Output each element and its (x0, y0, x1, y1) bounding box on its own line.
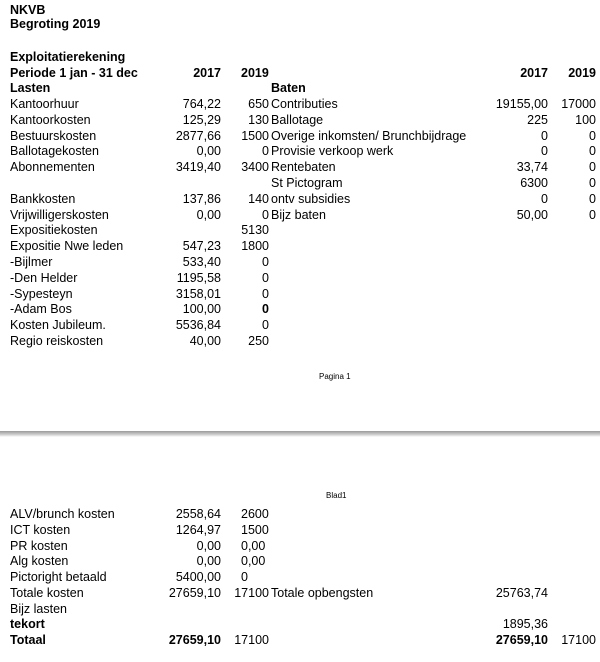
lasten-label: -Adam Bos (10, 302, 72, 317)
cost-2019: 0,00 (241, 538, 266, 553)
cost-2019: 0,00 (241, 554, 266, 569)
cost-2017: 0,00 (196, 554, 221, 569)
lasten-label: Bankkosten (10, 191, 76, 206)
table-row (0, 270, 600, 286)
lasten-2017: 5536,84 (175, 318, 221, 333)
year-2019-header-right: 2019 (568, 66, 596, 80)
table-row (0, 191, 600, 207)
baten-label: Bijz baten (271, 207, 326, 222)
baten-2019: 0 (589, 144, 596, 159)
baten-2019: 0 (589, 191, 596, 206)
table-row (0, 506, 600, 522)
table-row (0, 128, 600, 144)
table-row (0, 207, 600, 223)
lasten-2019: 1800 (241, 239, 269, 254)
baten-2017: 6300 (520, 176, 548, 190)
cost-label: ICT kosten (10, 522, 71, 537)
cost-label: ALV/brunch kosten (10, 507, 115, 521)
lasten-label: Expositiekosten (10, 223, 98, 238)
totaal-2019: 17100 (234, 633, 269, 647)
cost-2017: 1264,97 (175, 522, 221, 537)
lasten-label: Ballotagekosten (10, 144, 99, 159)
table-row (0, 538, 600, 554)
table-row (0, 112, 600, 128)
table-row (0, 569, 600, 585)
lasten-2019: 0 (262, 270, 269, 285)
totals-label: Totale kosten (10, 586, 84, 600)
cost-label: Pictoright betaald (10, 570, 107, 585)
lasten-2019: 0 (262, 302, 269, 317)
totals-baten-2017: 25763,74 (495, 586, 548, 600)
baten-label: Overige inkomsten/ Brunchbijdrage (271, 128, 467, 143)
table-row (0, 254, 600, 270)
bijz-lasten-label: Bijz lasten (10, 602, 67, 616)
baten-2019: 0 (589, 207, 596, 222)
cost-2019: 0 (241, 570, 248, 585)
tekort-value: 1895,36 (502, 617, 548, 631)
baten-2017: 19155,00 (495, 97, 548, 111)
baten-2019: 17000 (561, 97, 596, 111)
lasten-2017: 764,22 (182, 97, 221, 111)
baten-2017: 33,74 (516, 160, 548, 175)
table-row (0, 317, 600, 333)
cost-2017: 2558,64 (175, 507, 221, 521)
totaal-2017: 27659,10 (168, 633, 221, 647)
lasten-2017: 3419,40 (175, 160, 221, 175)
lasten-2019: 0 (262, 144, 269, 159)
table-row (0, 143, 600, 159)
baten-2017: 225 (527, 112, 548, 127)
totaal-baten-2019: 17100 (561, 633, 596, 647)
baten-2019: 100 (575, 112, 596, 127)
cost-2019: 2600 (241, 507, 269, 521)
lasten-2017: 2877,66 (175, 128, 221, 143)
lasten-label: Kantoorkosten (10, 112, 91, 127)
table-row (0, 286, 600, 302)
table-row (0, 301, 600, 317)
totaal-label: Totaal (10, 633, 46, 647)
lasten-2019: 3400 (241, 160, 269, 175)
lasten-2017: 547,23 (182, 239, 221, 254)
table-row (0, 522, 600, 538)
column-header-row (0, 65, 600, 81)
lasten-2019: 1500 (241, 128, 269, 143)
baten-2017: 0 (541, 191, 548, 206)
lasten-2019: 130 (248, 112, 269, 127)
lasten-label: -Sypesteyn (10, 286, 73, 301)
lasten-2019: 250 (248, 334, 269, 348)
lasten-2017: 125,29 (182, 112, 221, 127)
lasten-2017: 3158,01 (175, 286, 221, 301)
baten-label: St Pictogram (271, 176, 343, 190)
baten-2017: 50,00 (516, 207, 548, 222)
lasten-label: -Den Helder (10, 270, 78, 285)
totaal-baten-2017: 27659,10 (495, 633, 548, 647)
baten-2019: 0 (589, 160, 596, 175)
lasten-2019: 0 (262, 318, 269, 333)
cost-label: Alg kosten (10, 554, 69, 569)
cost-label: PR kosten (10, 538, 68, 553)
org-title: NKVB (10, 3, 46, 17)
lasten-label: Expositie Nwe leden (10, 239, 124, 254)
lasten-2019: 0 (262, 286, 269, 301)
lasten-label: Kantoorhuur (10, 97, 79, 111)
lasten-2017: 0,00 (196, 144, 221, 159)
tekort-row (0, 616, 600, 632)
lasten-2017: 0,00 (196, 207, 221, 222)
section-title: Exploitatierekening (10, 50, 126, 64)
lasten-header: Lasten (10, 81, 51, 95)
lasten-2017: 1195,58 (176, 270, 221, 285)
table-row (0, 333, 600, 349)
lasten-2017: 137,86 (182, 191, 221, 206)
lasten-2017: 533,40 (182, 255, 221, 269)
baten-label: ontv subsidies (271, 191, 351, 206)
baten-2017: 0 (541, 144, 548, 159)
totals-2019: 17100 (234, 586, 269, 600)
baten-header: Baten (271, 81, 306, 95)
lasten-2019: 5130 (241, 223, 269, 238)
lasten-2019: 0 (262, 255, 269, 269)
year-2017-header: 2017 (193, 66, 221, 80)
table-row (0, 238, 600, 254)
baten-label: Rentebaten (271, 160, 336, 175)
totals-row (0, 585, 600, 601)
lasten-label: Abonnementen (10, 160, 95, 175)
sheet-label: Blad1 (326, 491, 347, 500)
baten-2019: 0 (589, 128, 596, 143)
baten-label: Contributies (271, 97, 338, 111)
table-row (0, 222, 600, 238)
lasten-label: Bestuurskosten (10, 128, 97, 143)
bijz-lasten-row (0, 601, 600, 617)
table-row (0, 175, 600, 191)
cost-2019: 1500 (241, 522, 269, 537)
lasten-2017: 100,00 (182, 302, 221, 317)
lasten-label: Vrijwilligerskosten (10, 207, 109, 222)
totals-baten-label: Totale opbengsten (271, 586, 374, 600)
page-separator (0, 431, 600, 437)
lasten-label: Regio reiskosten (10, 334, 104, 348)
lasten-2019: 140 (248, 191, 269, 206)
lasten-label: Kosten Jubileum. (10, 318, 106, 333)
page-footer: Pagina 1 (319, 372, 351, 381)
lasten-2019: 650 (248, 97, 269, 111)
year-2017-header-right: 2017 (520, 66, 548, 80)
table-row (0, 159, 600, 175)
totaal-row (0, 632, 600, 648)
cost-2017: 5400,00 (175, 570, 221, 585)
table-row (0, 553, 600, 569)
group-header-row (0, 80, 600, 96)
table-row (0, 96, 600, 112)
totals-2017: 27659,10 (168, 586, 221, 600)
baten-2017: 0 (541, 128, 548, 143)
lasten-label: -Bijlmer (10, 255, 53, 269)
tekort-label: tekort (10, 617, 45, 631)
year-2019-header: 2019 (241, 66, 269, 80)
period-label: Periode 1 jan - 31 dec (10, 66, 138, 80)
cost-2017: 0,00 (196, 538, 221, 553)
lasten-2017: 40,00 (189, 334, 221, 348)
baten-label: Ballotage (271, 112, 324, 127)
baten-2019: 0 (589, 176, 596, 190)
baten-label: Provisie verkoop werk (271, 144, 394, 159)
lasten-2019: 0 (262, 207, 269, 222)
budget-subtitle: Begroting 2019 (10, 17, 101, 31)
